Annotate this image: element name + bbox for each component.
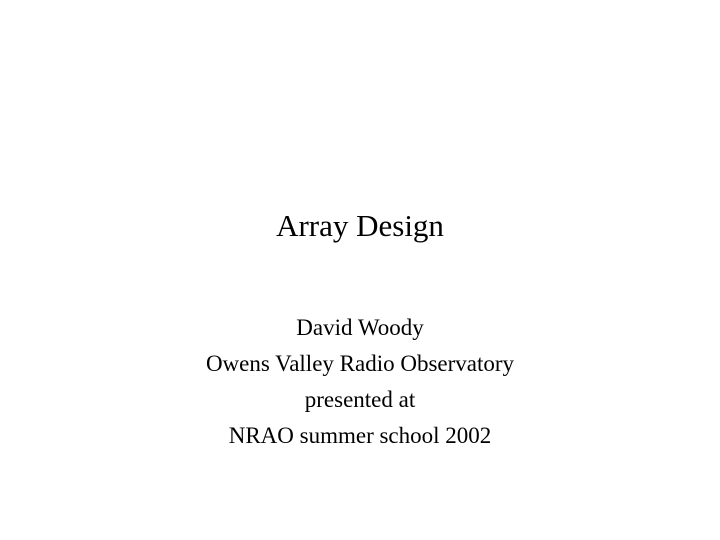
slide-subtitle bbox=[0, 310, 720, 454]
author-name: David Woody bbox=[296, 315, 424, 340]
author-affiliation: Owens Valley Radio Observatory bbox=[205, 351, 515, 376]
event-name: NRAO summer school 2002 bbox=[228, 423, 492, 448]
slide-title: Array Design bbox=[276, 208, 444, 243]
presented-at-label: presented at bbox=[304, 387, 416, 412]
